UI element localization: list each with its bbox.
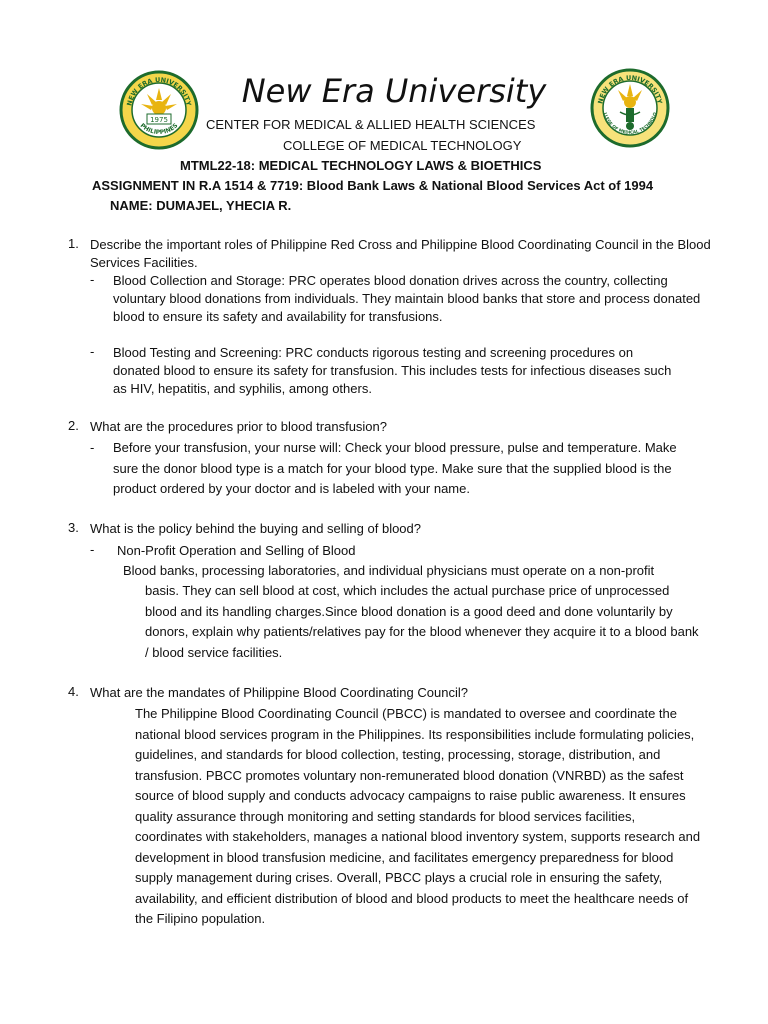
bullet-dash: -	[90, 440, 95, 455]
student-name: NAME: DUMAJEL, YHECIA R.	[110, 198, 292, 213]
question-text: Describe the important roles of Philippine Red Cross and Philippine Blood Coordinating Council in the Blood Services Facilities.	[90, 237, 711, 270]
seal-year: 1975	[150, 116, 168, 124]
question-number: 4.	[68, 684, 79, 699]
question-number: 3.	[68, 520, 79, 535]
answer-paragraph: The Philippine Blood Coordinating Council (PBCC) is mandated to oversee and coordinate the national blood services program in the Philippines. Its responsibilities include formulating policies, guidelines, and standards for blood collection, testing, processing, storage, distribution, and transfusion. PBCC promotes voluntary non-remunerated blood donation (VNRBD) as the safest source of blood supply and conducts advocacy campaigns to raise public awareness. It ensures quality assurance through monitoring and setting standards for blood services facilities, coordinates with stakeholders, manages a national blood inventory system, supports research and development in blood transfusion medicine, and facilitates emergency preparedness for blood supply management during crises. Overall, PBCC plays a crucial role in ensuring the safety, availability, and efficient distribution of blood and blood products to meet the healthcare needs of the Filipino population.	[135, 706, 701, 926]
question-number: 2.	[68, 418, 79, 433]
center-name: CENTER FOR MEDICAL & ALLIED HEALTH SCIENCES	[206, 117, 536, 132]
question-text: What are the mandates of Philippine Blood Coordinating Council?	[90, 685, 468, 700]
seal-bottom-text: LLEGE OF MEDICAL TECHNOLO	[602, 111, 658, 135]
question-number: 1.	[68, 236, 79, 251]
answer-paragraph: Blood Testing and Screening: PRC conducts rigorous testing and screening procedures on donated blood to ensure its safety for transfusion. This includes tests for infectious diseases such as HIV, hepatitis, and syphilis, among others.	[113, 345, 672, 396]
assignment-title: ASSIGNMENT IN R.A 1514 & 7719: Blood Bank Laws & National Blood Services Act of 1994	[92, 178, 654, 193]
bullet-dash: -	[90, 272, 95, 287]
course-title: MTML22-18: MEDICAL TECHNOLOGY LAWS & BIOETHICS	[180, 158, 542, 173]
question-text: What are the procedures prior to blood transfusion?	[90, 419, 388, 434]
seal-top-text: NEW ERA UNIVERSITY	[125, 75, 193, 107]
seal-top-text: NEW ERA UNIVERSITY	[596, 73, 664, 105]
answer-paragraph: Blood Collection and Storage: PRC operates blood donation drives across the country, collecting voluntary blood donations from individuals. They maintain blood banks that store and process donated blood to ensure its safety and availability for transfusions.	[113, 273, 701, 324]
answer-paragraph: basis. They can sell blood at cost, which includes the actual purchase price of unprocessed blood and its handling charges.Since blood donation is a good deed and done voluntarily by donors, explain why patients/relatives pay for the blood whenever they acquire it to a blood bank / blood service facilities.	[145, 583, 699, 660]
answer-paragraph-first-line: Blood banks, processing laboratories, and individual physicians must operate on a non-profit	[123, 563, 655, 578]
seal-bottom-text: PHILIPPINES	[138, 122, 180, 137]
university-title: New Era University	[241, 72, 547, 110]
answer-paragraph: Before your transfusion, your nurse will: Check your blood pressure, pulse and temperature. Make sure the donor blood type is a match for your blood type. Make sure that the supplied blood is the product ordered by your doctor and is labeled with your name.	[113, 440, 677, 496]
answer-subheading: Non-Profit Operation and Selling of Blood	[117, 543, 356, 558]
college-name: COLLEGE OF MEDICAL TECHNOLOGY	[283, 138, 522, 153]
bullet-dash: -	[90, 344, 95, 359]
question-text: What is the policy behind the buying and selling of blood?	[90, 521, 421, 536]
bullet-dash: -	[90, 542, 95, 557]
